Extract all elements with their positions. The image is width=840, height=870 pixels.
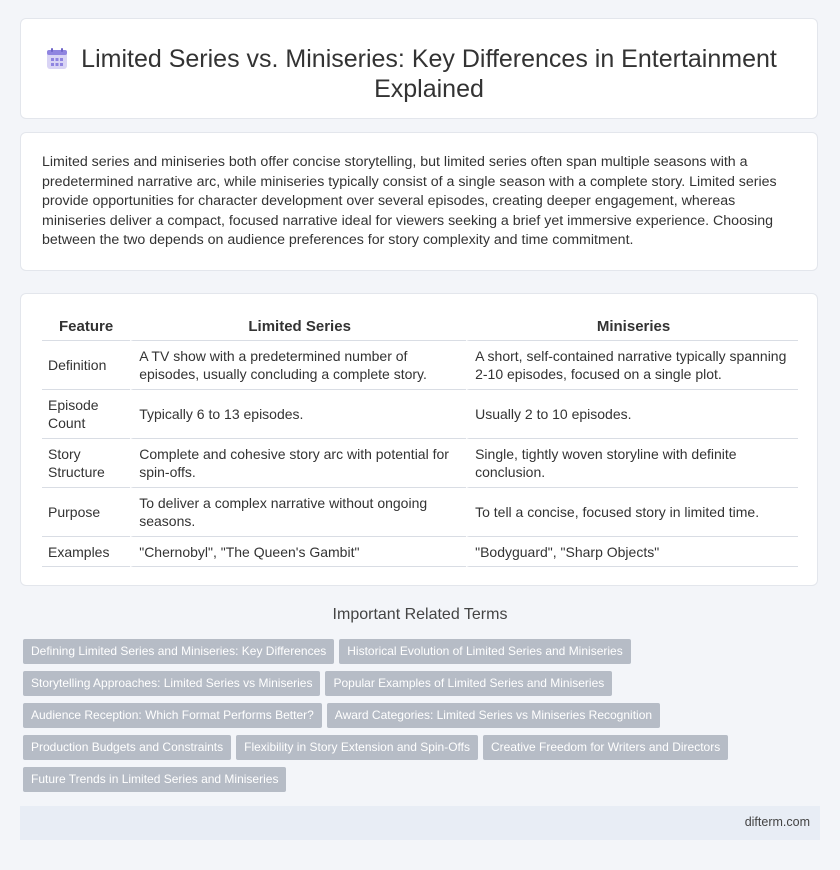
feature-cell: Definition	[42, 341, 130, 390]
related-term-link[interactable]: Flexibility in Story Extension and Spin-Offs	[236, 735, 478, 760]
limited-series-cell: To deliver a complex narrative without ongoing seasons.	[130, 488, 466, 537]
related-terms-heading: Important Related Terms	[332, 606, 508, 623]
table-row	[42, 537, 798, 567]
miniseries-cell: A short, self-contained narrative typically spanning 2-10 episodes, focused on a single plot.	[466, 341, 798, 390]
feature-cell: Story Structure	[42, 439, 130, 488]
table-header-row	[42, 312, 798, 341]
miniseries-cell: To tell a concise, focused story in limited time.	[466, 488, 798, 537]
limited-series-cell: "Chernobyl", "The Queen's Gambit"	[130, 537, 466, 567]
limited-series-cell: Typically 6 to 13 episodes.	[130, 390, 466, 439]
related-term-link[interactable]: Award Categories: Limited Series vs Miniseries Recognition	[327, 703, 660, 728]
table-row	[42, 439, 798, 488]
column-header-feature: Feature	[42, 312, 130, 341]
feature-cell: Episode Count	[42, 390, 130, 439]
related-term-link[interactable]: Audience Reception: Which Format Performs Better?	[23, 703, 322, 728]
related-term-link[interactable]: Creative Freedom for Writers and Directors	[483, 735, 728, 760]
related-term-link[interactable]: Future Trends in Limited Series and Miniseries	[23, 767, 286, 792]
column-header-miniseries: Miniseries	[466, 312, 798, 341]
related-term-link[interactable]: Popular Examples of Limited Series and Miniseries	[325, 671, 612, 696]
footer-site-link[interactable]: difterm.com	[744, 815, 810, 829]
related-term-link[interactable]: Production Budgets and Constraints	[23, 735, 231, 760]
table-row	[42, 488, 798, 537]
column-header-limited-series: Limited Series	[130, 312, 466, 341]
page-title: Limited Series vs. Miniseries: Key Differences in Entertainment Explained	[81, 45, 777, 103]
miniseries-cell: Usually 2 to 10 episodes.	[466, 390, 798, 439]
related-term-link[interactable]: Storytelling Approaches: Limited Series vs Miniseries	[23, 671, 320, 696]
limited-series-cell: A TV show with a predetermined number of episodes, usually concluding a complete story.	[130, 341, 466, 390]
feature-cell: Examples	[42, 537, 130, 567]
comparison-table-card	[20, 293, 818, 586]
title-card	[20, 18, 818, 119]
related-term-link[interactable]: Defining Limited Series and Miniseries: Key Differences	[23, 639, 334, 664]
intro-card	[20, 132, 818, 271]
miniseries-cell: Single, tightly woven storyline with definite conclusion.	[466, 439, 798, 488]
related-term-link[interactable]: Historical Evolution of Limited Series and Miniseries	[339, 639, 630, 664]
miniseries-cell: "Bodyguard", "Sharp Objects"	[466, 537, 798, 567]
table-row	[42, 390, 798, 439]
related-terms-list	[23, 639, 803, 799]
intro-paragraph: Limited series and miniseries both offer concise storytelling, but limited series often span multiple seasons with a predetermined narrative arc, while miniseries typically consist of a single season with a complete story. Limited series provide opportunities for character development over several episodes, creating deeper engagement, whereas miniseries deliver a compact, focused narrative ideal for viewers seeking a brief yet immersive experience. Choosing between the two depends on audience preferences for story complexity and time commitment.	[42, 154, 777, 249]
limited-series-cell: Complete and cohesive story arc with potential for spin-offs.	[130, 439, 466, 488]
table-row	[42, 341, 798, 390]
footer	[20, 806, 820, 840]
feature-cell: Purpose	[42, 488, 130, 537]
comparison-table	[42, 312, 798, 567]
